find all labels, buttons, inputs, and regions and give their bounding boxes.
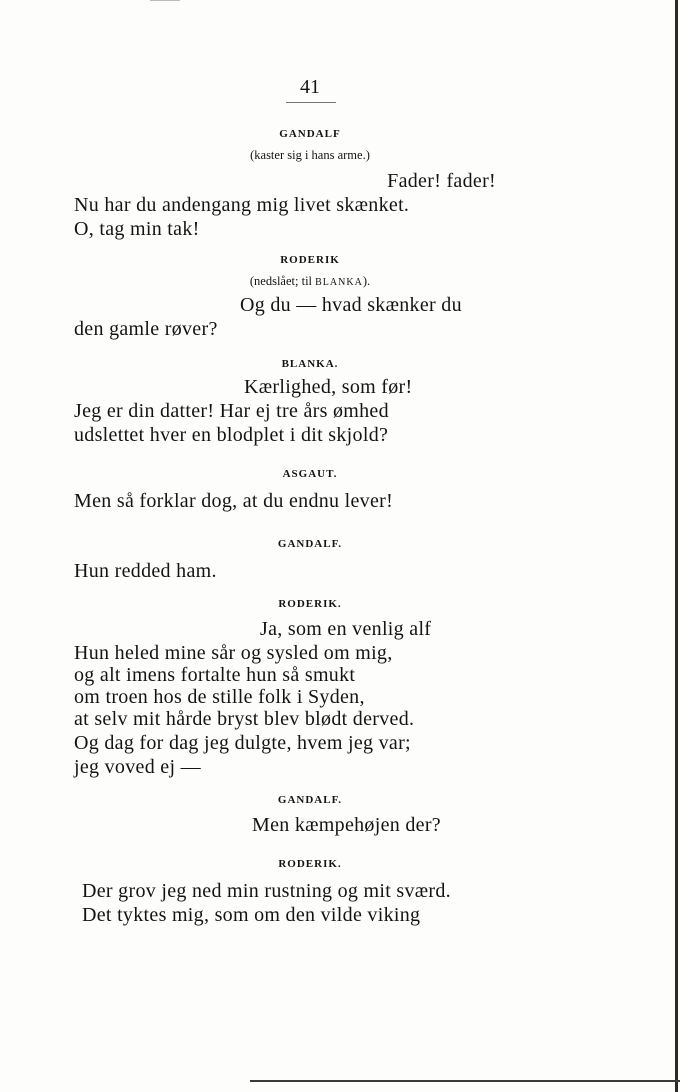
verse-line: Der grov jeg ned min rustning og mit sværd.	[82, 880, 451, 902]
verse-line: at selv mit hårde bryst blev blødt derved.	[74, 708, 415, 730]
scan-edge-top	[150, 0, 180, 1]
speaker-gandalf: GANDALF.	[277, 794, 343, 806]
speaker-roderik: RODERIK	[280, 254, 340, 266]
verse-line: om troen hos de stille folk i Syden,	[74, 686, 365, 708]
verse-line: Og dag for dag jeg dulgte, hvem jeg var;	[74, 732, 411, 754]
verse-line: den gamle røver?	[74, 318, 218, 340]
stage-direction: (nedslået; til BLANKA).	[249, 274, 371, 288]
speaker-gandalf: GANDALF.	[277, 538, 343, 550]
speaker-roderik: RODERIK.	[278, 858, 342, 870]
verse-line: Kærlighed, som før!	[244, 376, 413, 398]
page-number: 41	[300, 76, 320, 98]
page-number-rule	[286, 102, 336, 103]
verse-line: jeg voved ej —	[74, 756, 201, 778]
scan-edge-bottom	[250, 1080, 680, 1082]
verse-line: Hun redded ham.	[74, 560, 217, 582]
verse-line: Hun heled mine sår og sysled om mig,	[74, 642, 393, 664]
verse-line: Det tyktes mig, som om den vilde viking	[82, 904, 421, 926]
speaker-asgaut: ASGAUT.	[282, 468, 338, 480]
verse-line: Ja, som en venlig alf	[260, 618, 432, 640]
speaker-gandalf: GANDALF	[279, 128, 341, 140]
verse-line: Og du — hvad skænker du	[240, 294, 462, 316]
verse-line: Fader! fader!	[387, 170, 496, 192]
stage-direction: (kaster sig i hans arme.)	[250, 148, 370, 162]
verse-line: O, tag min tak!	[74, 218, 200, 240]
verse-line: Jeg er din datter! Har ej tre års ømhed	[74, 400, 389, 422]
scan-edge-right	[675, 0, 678, 1092]
speaker-blanka: BLANKA.	[281, 358, 339, 370]
verse-line: Men så forklar dog, at du endnu lever!	[74, 490, 394, 512]
verse-line: udslettet hver en blodplet i dit skjold?	[74, 424, 389, 446]
speaker-roderik: RODERIK.	[278, 598, 342, 610]
verse-line: Nu har du andengang mig livet skænket.	[74, 194, 410, 216]
verse-line: Men kæmpehøjen der?	[252, 814, 441, 836]
verse-line: og alt imens fortalte hun så smukt	[74, 664, 356, 686]
